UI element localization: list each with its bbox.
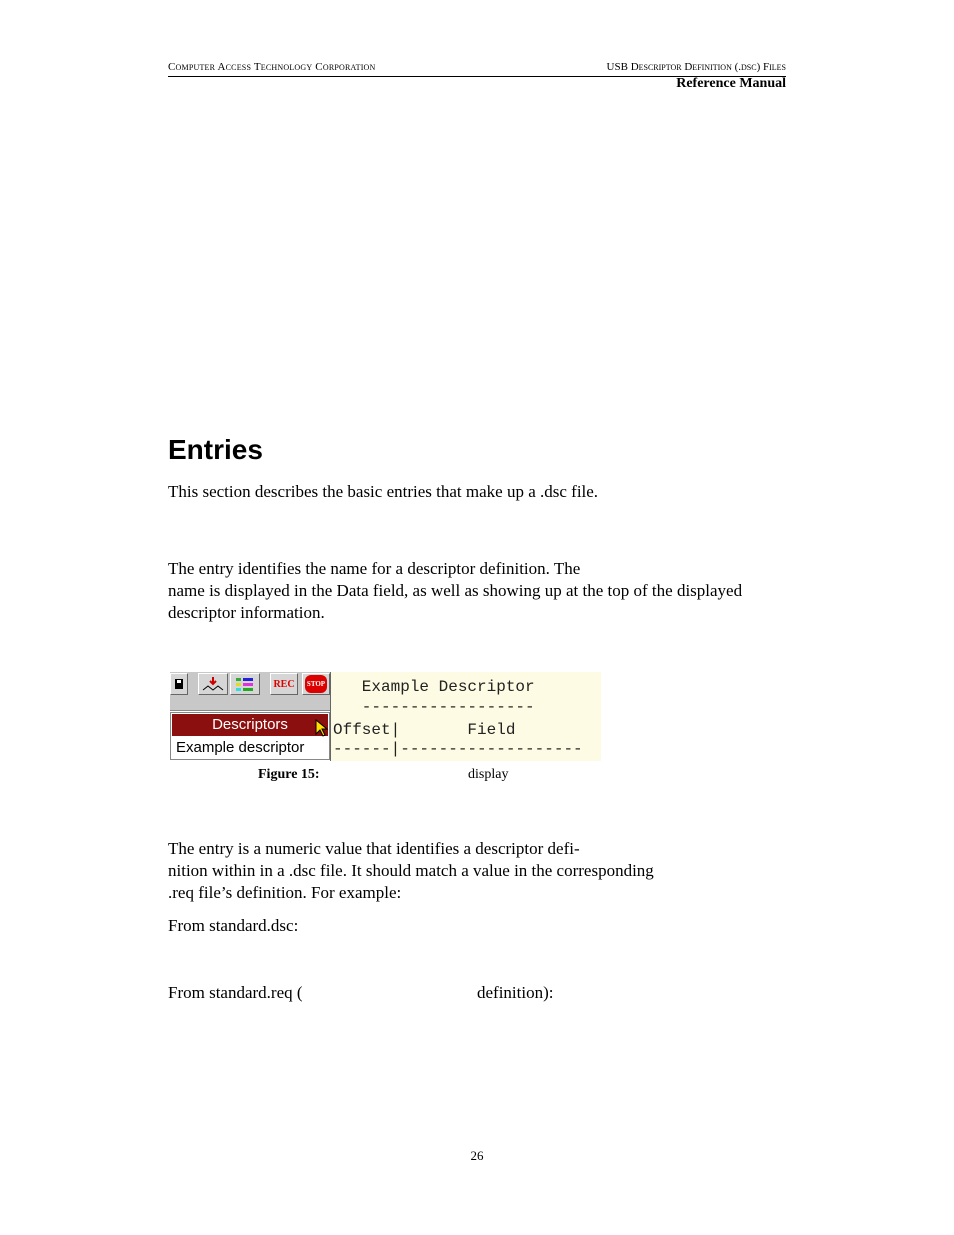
paragraph-line: .req file’s definition. For example:	[168, 883, 402, 902]
mouse-pointer-icon	[315, 719, 329, 737]
figure-caption-label: Figure 15:	[258, 767, 320, 782]
section-intro: This section describes the basic entries that make up a .dsc file.	[168, 482, 599, 501]
paragraph-line: The entry is a numeric value that identifies a descriptor defi-	[168, 839, 580, 858]
stop-label: STOP	[305, 675, 327, 693]
descriptor-display-panel	[330, 672, 601, 761]
running-header-left: Computer Access Technology Corporation	[168, 61, 376, 73]
paragraph-line: name is displayed in the Data field, as well as showing up at the top of the displayed	[168, 581, 743, 600]
example-label-req-left: From standard.req (	[168, 983, 303, 1002]
panel-rule-line: ------------------	[333, 698, 535, 716]
paragraph-id-entry	[168, 838, 786, 904]
paragraph-line: nition within in a .dsc file. It should match a value in the corresponding	[168, 861, 654, 880]
panel-column-rule: ------|-------------------	[333, 740, 583, 758]
paragraph-name-entry	[168, 558, 786, 624]
figure-descriptor-display	[170, 672, 600, 761]
list-item-selected[interactable]: Descriptors	[172, 714, 328, 736]
running-header-subtitle: Reference Manual	[676, 76, 786, 91]
panel-column-header: Offset| Field	[333, 721, 516, 739]
page-number: 26	[470, 1148, 484, 1163]
paragraph-line: The entry identifies the name for a descriptor definition. The	[168, 559, 581, 578]
section-title: Entries	[168, 434, 263, 465]
toolbar	[170, 672, 330, 711]
filter-icon[interactable]	[230, 673, 260, 695]
descriptor-list[interactable]	[170, 712, 330, 760]
running-header-right: USB Descriptor Definition (.dsc) Files	[606, 61, 786, 73]
paragraph-line: descriptor information.	[168, 603, 325, 622]
stop-button[interactable]	[302, 673, 330, 695]
example-label-dsc: From standard.dsc:	[168, 916, 299, 935]
figure-caption-text: display	[468, 767, 509, 782]
trigger-icon[interactable]	[198, 673, 228, 695]
example-label-req-right: definition):	[477, 983, 554, 1002]
record-button[interactable]: REC	[270, 673, 298, 695]
save-icon[interactable]	[170, 673, 188, 695]
panel-title-line: Example Descriptor	[333, 678, 535, 696]
figure-caption	[258, 767, 509, 783]
list-item[interactable]: Example descriptor	[176, 739, 305, 756]
